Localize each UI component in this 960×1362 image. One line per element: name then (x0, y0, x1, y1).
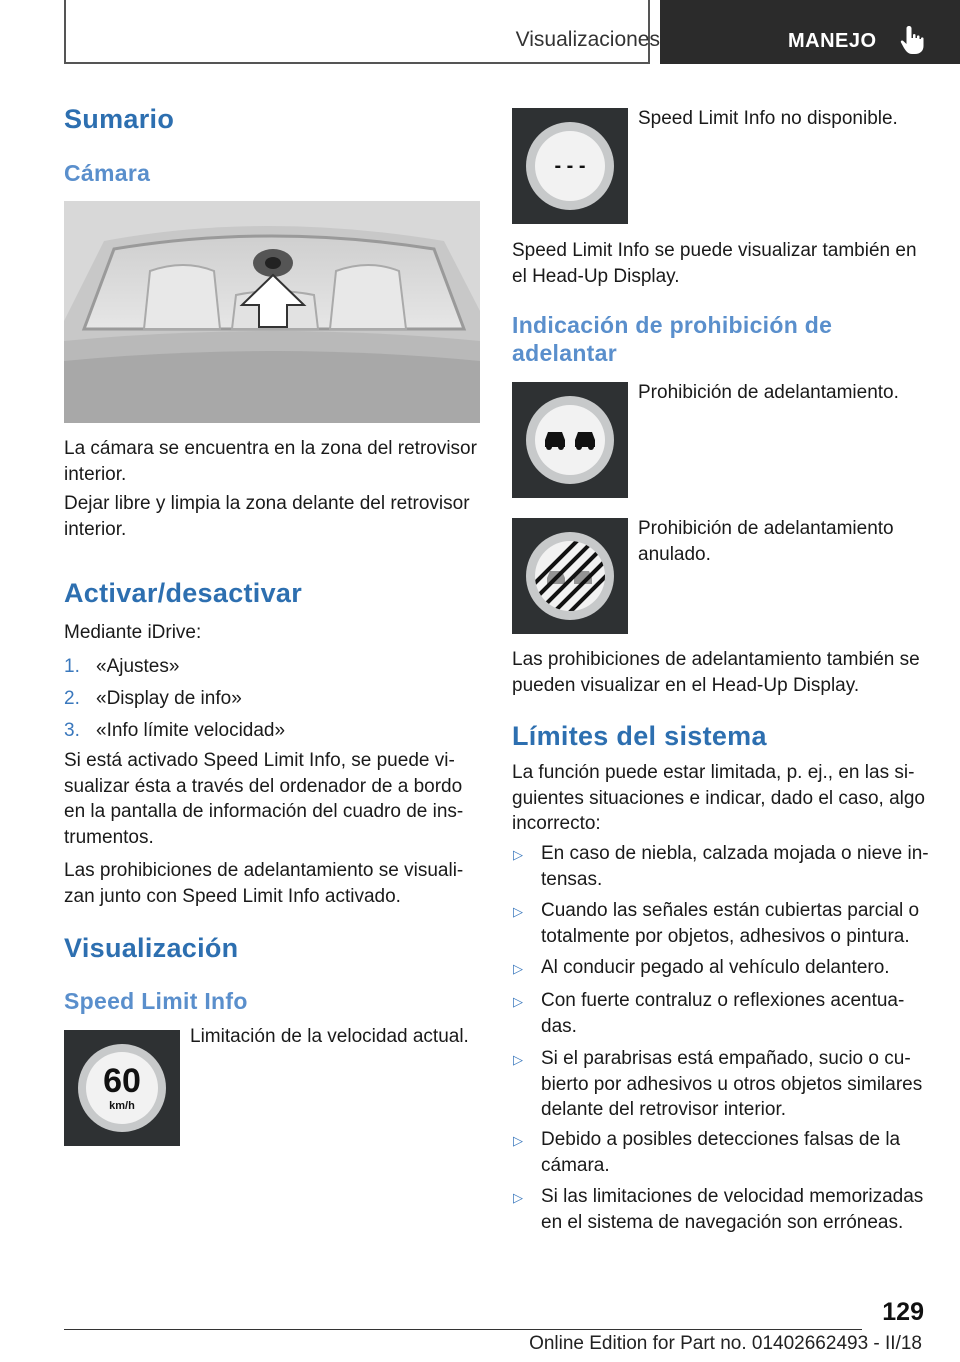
system-limits-intro: La función puede estar limitada, p. ej., en las si‐guientes situaciones e indicar, dado el caso, algo incorrecto: (512, 762, 925, 834)
bullet-marker: ▷ (513, 961, 523, 976)
speed-limit-unavailable-display (512, 108, 628, 224)
end-no-overtaking-display (512, 518, 628, 634)
speed-limit-caption: Limitación de la velocidad actual. (190, 1026, 469, 1047)
end-no-overtaking-icon (512, 518, 628, 634)
header-chapter-label: MANEJO (788, 30, 877, 52)
step-number: 3. (64, 720, 80, 741)
page-number: 129 (882, 1298, 924, 1326)
footer-edition: Online Edition for Part no. 01402662493 - II/18 (529, 1333, 922, 1354)
header-rule-left (64, 0, 66, 64)
speed-limit-sign-display (64, 1030, 180, 1146)
car-interior-illustration (64, 201, 480, 423)
bullet-marker: ▷ (513, 1190, 523, 1205)
step-text: «Display de info» (96, 688, 242, 709)
footer-rule (64, 1329, 862, 1330)
step-text: «Ajustes» (96, 656, 180, 677)
overtake-hud-paragraph: Las prohibiciones de adelantamiento también se pueden visualizar en el Head-Up Display. (512, 649, 920, 696)
header-chapter-tab (660, 0, 960, 64)
overtake-heading: Indicación de prohibición de adelantar (512, 312, 833, 366)
activate-paragraph-1: Si está activado Speed Limit Info, se puede vi‐sualizar ésta a través del ordenador de a bordo en la pantalla de información del cuadro de ins‐trumentos. (64, 750, 464, 848)
display-heading: Visualización (64, 933, 239, 963)
activate-paragraph-2: Las prohibiciones de adelantamiento se visuali‐zan junto con Speed Limit Info activado. (64, 860, 464, 907)
limit-item: Con fuerte contraluz o reflexiones acentua‐das. (541, 990, 905, 1037)
limit-item: Si las limitaciones de velocidad memorizadas en el sistema de navegación son erróneas. (541, 1186, 924, 1233)
bullet-marker: ▷ (513, 1052, 523, 1067)
camera-paragraph-2: Dejar libre y limpia la zona delante del retrovisor interior. (64, 493, 470, 540)
speed-limit-unit: km/h (109, 1100, 135, 1112)
page-title: Sumario (64, 104, 175, 134)
speed-limit-info-heading: Speed Limit Info (64, 988, 248, 1014)
speed-limit-60-icon (64, 1030, 180, 1146)
camera-heading: Cámara (64, 160, 151, 186)
unavailable-caption: Speed Limit Info no disponible. (638, 108, 898, 129)
activate-intro: Mediante iDrive: (64, 622, 202, 643)
hand-pointer-icon (898, 24, 928, 56)
bullet-marker: ▷ (513, 994, 523, 1009)
speed-limit-unavailable-icon (512, 108, 628, 224)
camera-paragraph-1: La cámara se encuentra en la zona del retrovisor interior. (64, 438, 477, 485)
camera-location-photo (64, 201, 480, 423)
activate-heading: Activar/desactivar (64, 578, 303, 608)
step-text: «Info límite velocidad» (96, 720, 286, 741)
system-limits-heading: Límites del sistema (512, 721, 767, 751)
step-number: 2. (64, 688, 80, 709)
limit-item: Debido a posibles detecciones falsas de la cámara. (541, 1129, 901, 1176)
bullet-marker: ▷ (513, 904, 523, 919)
limit-item: Si el parabrisas está empañado, sucio o cu‐bierto por adhesivos u otros objetos similares delante del retrovisor interior. (541, 1048, 923, 1120)
end-no-overtaking-caption: Prohibición de adelantamiento anulado. (638, 518, 894, 565)
limit-item: Cuando las señales están cubiertas parcial o totalmente por objetos, adhesivos o pintura. (541, 900, 920, 947)
limit-item: Al conducir pegado al vehículo delantero. (541, 957, 890, 978)
unavailable-sign-text: - - - (554, 155, 586, 177)
header-rule-bottom (64, 62, 650, 64)
header-section-title: Visualizaciones (515, 28, 660, 51)
no-overtaking-display (512, 382, 628, 498)
bullet-marker: ▷ (513, 847, 523, 862)
no-overtaking-caption: Prohibición de adelantamiento. (638, 382, 899, 403)
speed-limit-value: 60 (103, 1062, 141, 1100)
hud-paragraph: Speed Limit Info se puede visualizar también en el Head-Up Display. (512, 240, 917, 287)
bullet-marker: ▷ (513, 1133, 523, 1148)
no-overtaking-icon (512, 382, 628, 498)
step-number: 1. (64, 656, 80, 677)
limit-item: En caso de niebla, calzada mojada o nieve in‐tensas. (541, 843, 929, 890)
